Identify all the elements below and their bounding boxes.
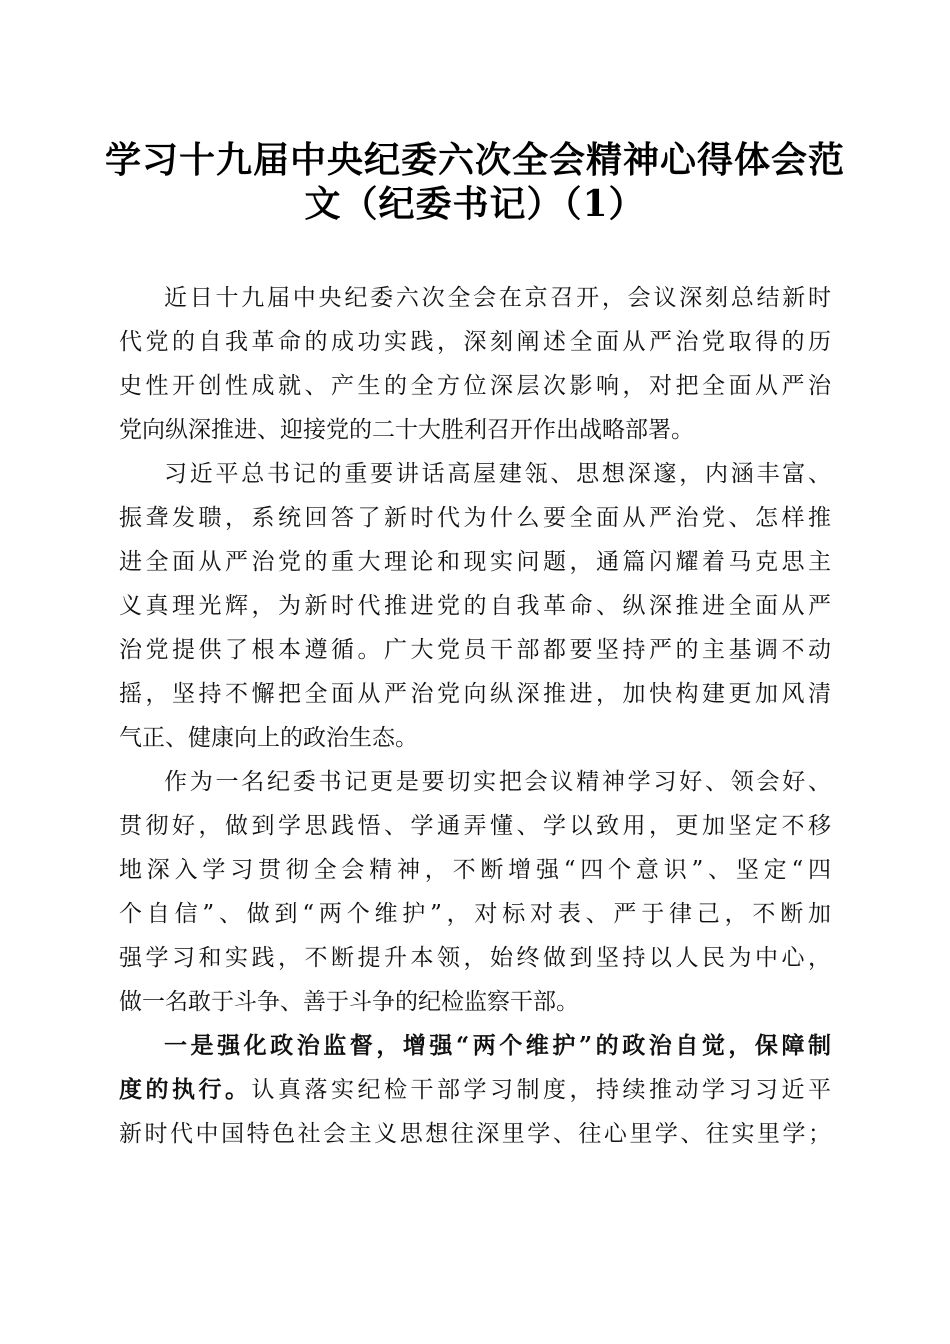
paragraph-2-line-6: 摇，坚持不懈把全面从严治党向纵深推进，加快构建更加风清	[119, 681, 831, 707]
paragraph-1-line-1: 近日十九届中央纪委六次全会在京召开，会议深刻总结新时	[164, 285, 831, 311]
paragraph-1-line-4: 党向纵深推进、迎接党的二十大胜利召开作出战略部署。	[119, 417, 694, 443]
paragraph-1-line-2: 代党的自我革命的成功实践，深刻阐述全面从严治党取得的历	[119, 329, 831, 355]
paragraph-3-line-6: 做一名敢于斗争、善于斗争的纪检监察干部。	[119, 989, 579, 1015]
paragraph-2-line-5: 治党提供了根本遵循。广大党员干部都要坚持严的主基调不动	[119, 637, 831, 663]
paragraph-4-lead-line-1: 一是强化政治监督，增强“两个维护”的政治自觉，保障制	[164, 1032, 831, 1059]
paragraph-4-lead-line-2: 度的执行。	[119, 1076, 252, 1103]
paragraph-2-line-4: 义真理光辉，为新时代推进党的自我革命、纵深推进全面从严	[119, 593, 831, 619]
document-title-line-2: 文（纪委书记）（1）	[304, 183, 646, 225]
paragraph-3-line-4: 个自信”、做到“两个维护”，对标对表、严于律己，不断加	[119, 901, 831, 927]
paragraph-2-line-7: 气正、健康向上的政治生态。	[119, 725, 418, 751]
document-title-line-1: 学习十九届中央纪委六次全会精神心得体会范	[104, 139, 845, 181]
paragraph-4-line-2-rest: 认真落实纪检干部学习制度，持续推动学习习近平	[251, 1077, 831, 1103]
paragraph-3-line-1: 作为一名纪委书记更是要切实把会议精神学习好、领会好、	[164, 769, 831, 795]
paragraph-4-line-3: 新时代中国特色社会主义思想往深里学、往心里学、往实里学；	[119, 1121, 831, 1147]
paragraph-4-line-2	[119, 1070, 831, 1110]
paragraph-2-line-2: 振聋发聩，系统回答了新时代为什么要全面从严治党、怎样推	[119, 505, 831, 531]
paragraph-3-line-2: 贯彻好，做到学思践悟、学通弄懂、学以致用，更加坚定不移	[119, 813, 831, 839]
paragraph-3-line-5: 强学习和实践，不断提升本领，始终做到坚持以人民为中心，	[119, 945, 831, 971]
paragraph-1-line-3: 史性开创性成就、产生的全方位深层次影响，对把全面从严治	[119, 373, 831, 399]
paragraph-2-line-1: 习近平总书记的重要讲话高屋建瓴、思想深邃，内涵丰富、	[164, 461, 831, 487]
paragraph-2-line-3: 进全面从严治党的重大理论和现实问题，通篇闪耀着马克思主	[119, 549, 831, 575]
paragraph-3-line-3: 地深入学习贯彻全会精神，不断增强“四个意识”、坚定“四	[119, 857, 831, 883]
